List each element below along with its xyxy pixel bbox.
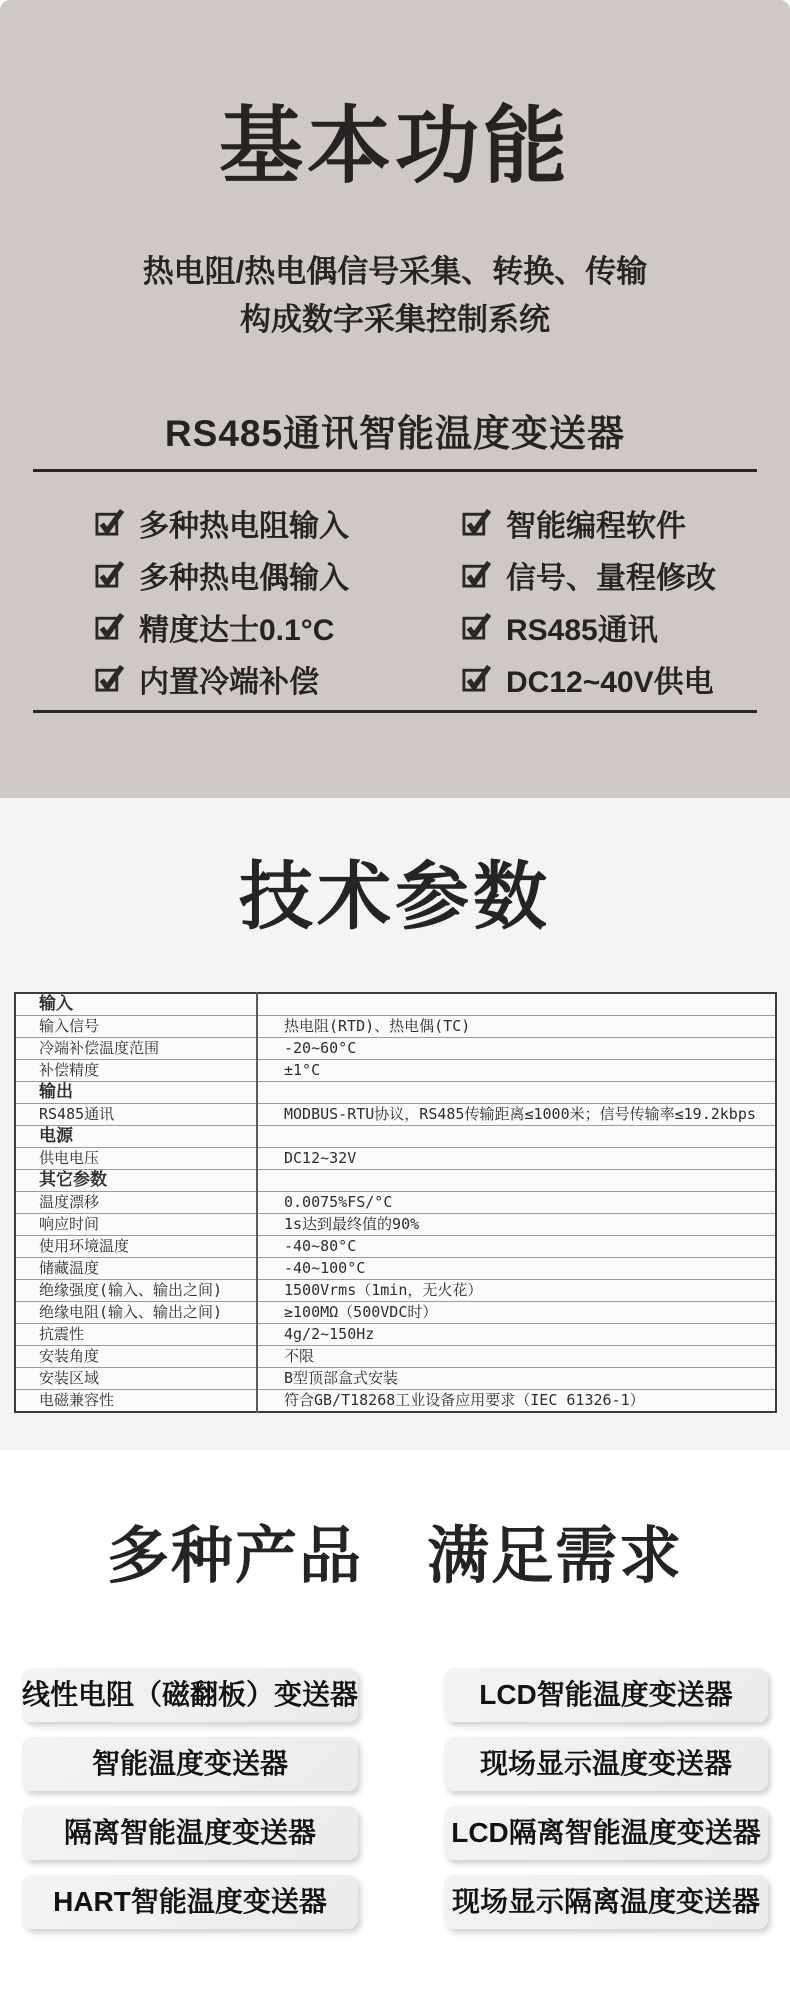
products-title: 多种产品 满足需求 (106, 1522, 683, 1591)
spec-row (15, 1390, 776, 1413)
feature-label: RS485通讯 (506, 614, 658, 647)
product-button[interactable]: LCD智能温度变送器 (444, 1668, 768, 1722)
spec-label: 供电电压 (15, 1148, 257, 1170)
product-button[interactable]: 隔离智能温度变送器 (22, 1806, 358, 1860)
spec-value: DC12~32V (257, 1148, 776, 1170)
feature-item (462, 601, 716, 653)
feature-item (95, 497, 462, 549)
tech-params-section (0, 798, 790, 1450)
spec-label: 抗震性 (15, 1324, 257, 1346)
products-section (0, 1450, 790, 2008)
spec-value: ≥100MΩ（500VDC时） (257, 1302, 776, 1324)
checkbox-icon (95, 663, 124, 692)
spec-value: 热电阻(RTD)、热电偶(TC) (257, 1016, 776, 1038)
product-button[interactable]: 现场显示隔离温度变送器 (444, 1875, 768, 1929)
spec-row (15, 1126, 776, 1148)
spec-value (257, 1170, 776, 1192)
subtitle-line-2: 构成数字采集控制系统 (240, 302, 550, 337)
spec-label: RS485通讯 (15, 1104, 257, 1126)
basic-functions-section (0, 0, 790, 798)
spec-value (257, 1126, 776, 1148)
spec-label: 使用环境温度 (15, 1236, 257, 1258)
spec-value (257, 993, 776, 1016)
spec-label: 输出 (15, 1082, 257, 1104)
checkbox-icon (462, 559, 491, 588)
product-button[interactable]: 智能温度变送器 (22, 1737, 358, 1791)
spec-label: 输入 (15, 993, 257, 1016)
spec-table-body (15, 993, 776, 1412)
divider-line (33, 469, 757, 472)
feature-label: 内置冷端补偿 (139, 666, 319, 699)
spec-row (15, 1258, 776, 1280)
feature-item (95, 653, 462, 705)
feature-checklist (0, 497, 790, 705)
checkbox-icon (462, 663, 491, 692)
spec-label: 补偿精度 (15, 1060, 257, 1082)
spec-label: 温度漂移 (15, 1192, 257, 1214)
spec-row (15, 1170, 776, 1192)
spec-value: 4g/2~150Hz (257, 1324, 776, 1346)
checkbox-icon (462, 611, 491, 640)
spec-row (15, 993, 776, 1016)
spec-label: 电源 (15, 1126, 257, 1148)
feature-item (462, 497, 716, 549)
spec-value: 不限 (257, 1346, 776, 1368)
spec-row (15, 1038, 776, 1060)
spec-row (15, 1346, 776, 1368)
spec-value: B型顶部盒式安装 (257, 1368, 776, 1390)
spec-value: -40~100°C (257, 1258, 776, 1280)
divider-line (33, 710, 757, 713)
spec-label: 电磁兼容性 (15, 1390, 257, 1413)
checkbox-icon (95, 611, 124, 640)
spec-label: 安装区域 (15, 1368, 257, 1390)
subtitle (0, 248, 790, 344)
spec-row (15, 1214, 776, 1236)
tech-params-title: 技术参数 (239, 855, 551, 938)
spec-value: ±1°C (257, 1060, 776, 1082)
product-name-heading: RS485通讯智能温度变送器 (164, 413, 626, 454)
checkbox-icon (95, 559, 124, 588)
spec-value: 符合GB/T18268工业设备应用要求（IEC 61326-1） (257, 1390, 776, 1413)
feature-label: 多种热电偶输入 (139, 562, 349, 595)
spec-row (15, 1148, 776, 1170)
spec-table (14, 992, 777, 1413)
spec-row (15, 1060, 776, 1082)
spec-row (15, 1192, 776, 1214)
checkbox-icon (462, 507, 491, 536)
feature-label: 精度达士0.1°C (139, 614, 335, 647)
product-button[interactable]: 现场显示温度变送器 (444, 1737, 768, 1791)
spec-row (15, 1236, 776, 1258)
spec-row (15, 1302, 776, 1324)
spec-label: 绝缘强度(输入、输出之间) (15, 1280, 257, 1302)
spec-value: MODBUS-RTU协议，RS485传输距离≤1000米；信号传输率≤19.2kbps (257, 1104, 776, 1126)
product-button[interactable]: LCD隔离智能温度变送器 (444, 1806, 768, 1860)
spec-label: 绝缘电阻(输入、输出之间) (15, 1302, 257, 1324)
spec-label: 其它参数 (15, 1170, 257, 1192)
feature-item (462, 549, 716, 601)
product-column-left (22, 1668, 358, 1929)
checkbox-icon (95, 507, 124, 536)
feature-item (95, 601, 462, 653)
feature-column-right (462, 497, 716, 705)
spec-value: 1500Vrms（1min，无火花） (257, 1280, 776, 1302)
spec-row (15, 1324, 776, 1346)
product-button[interactable]: HART智能温度变送器 (22, 1875, 358, 1929)
spec-row (15, 1016, 776, 1038)
product-column-right (444, 1668, 768, 1929)
feature-label: DC12~40V供电 (506, 666, 714, 699)
page-title: 基本功能 (218, 99, 571, 193)
spec-value: -20~60°C (257, 1038, 776, 1060)
spec-row (15, 1082, 776, 1104)
feature-label: 智能编程软件 (506, 510, 686, 543)
spec-label: 安装角度 (15, 1346, 257, 1368)
spec-row (15, 1104, 776, 1126)
spec-value: 1s达到最终值的90% (257, 1214, 776, 1236)
feature-item (95, 549, 462, 601)
feature-label: 多种热电阻输入 (139, 510, 349, 543)
spec-value: -40~80°C (257, 1236, 776, 1258)
feature-label: 信号、量程修改 (506, 562, 716, 595)
feature-item (462, 653, 716, 705)
spec-row (15, 1280, 776, 1302)
spec-label: 输入信号 (15, 1016, 257, 1038)
product-button[interactable]: 线性电阻（磁翻板）变送器 (22, 1668, 358, 1722)
spec-row (15, 1368, 776, 1390)
spec-label: 储藏温度 (15, 1258, 257, 1280)
spec-value: 0.0075%FS/°C (257, 1192, 776, 1214)
spec-label: 冷端补偿温度范围 (15, 1038, 257, 1060)
spec-label: 响应时间 (15, 1214, 257, 1236)
subtitle-line-1: 热电阻/热电偶信号采集、转换、传输 (142, 254, 648, 289)
spec-value (257, 1082, 776, 1104)
feature-column-left (95, 497, 462, 705)
product-button-grid (0, 1668, 790, 1929)
